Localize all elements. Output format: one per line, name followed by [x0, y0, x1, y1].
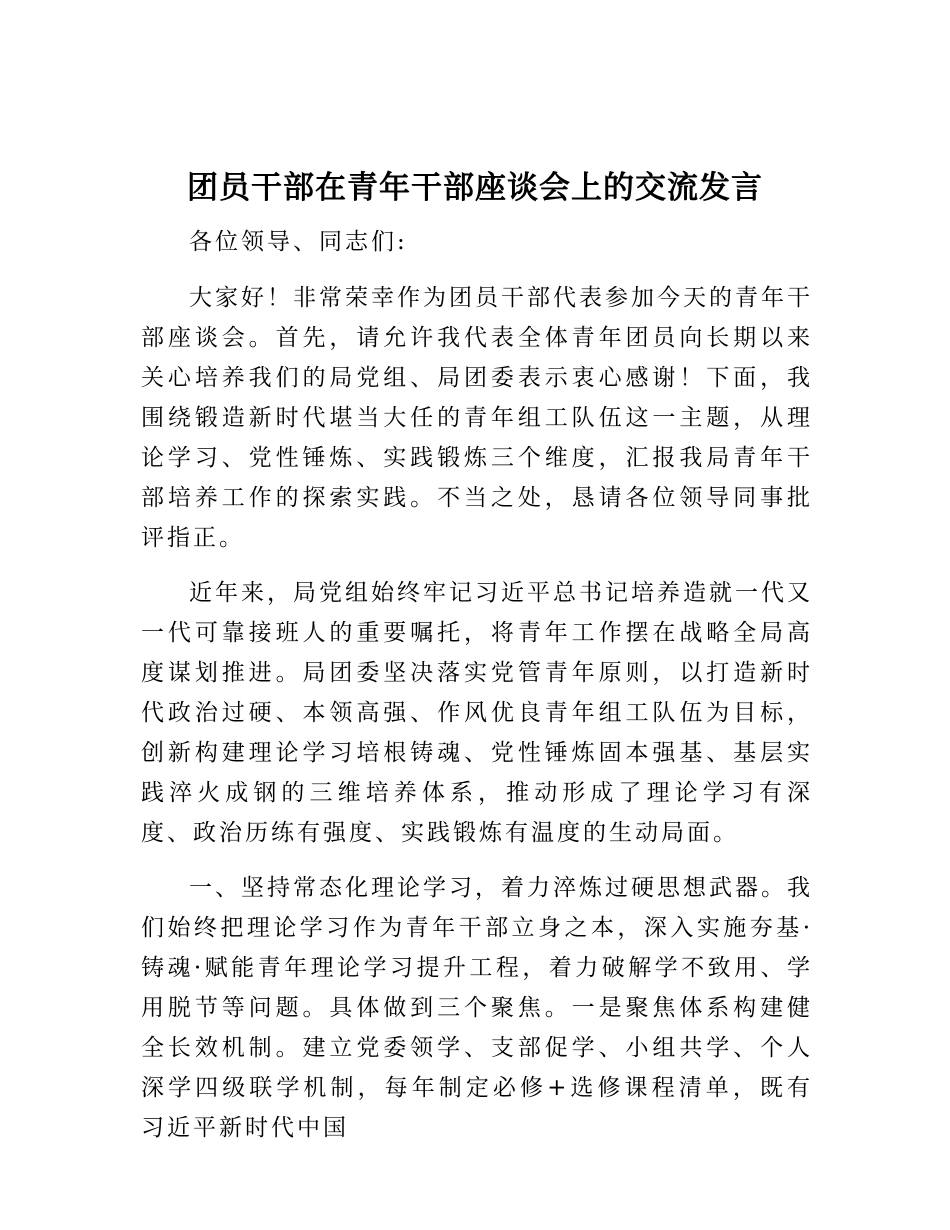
document-title: 团员干部在青年干部座谈会上的交流发言: [187, 170, 763, 206]
paragraph-background: 近年来，局党组始终牢记习近平总书记培养造就一代又一代可靠接班人的重要嘱托，将青年工作摆在战略全局高度谋划推进。局团委坚决落实党管青年原则，以打造新时代政治过硬、本领高强、作风优良青年组工队伍为目标，创新构建理论学习培根铸魂、党性锤炼固本强基、基层实践淬火成钢的三维培养体系，推动形成了理论学习有深度、政治历练有强度、实践锻炼有温度的生动局面。: [141, 580, 813, 846]
paragraph-section-one: 一、坚持常态化理论学习，着力淬炼过硬思想武器。我们始终把理论学习作为青年干部立身之本，深入实施夯基·铸魂·赋能青年理论学习提升工程，着力破解学不致用、学用脱节等问题。具体做到三个聚焦。一是聚焦体系构建健全长效机制。建立党委领学、支部促学、小组共学、个人深学四级联学机制，每年制定必修+选修课程清单，既有习近平新时代中国: [141, 875, 813, 1141]
document-body: [141, 222, 813, 1163]
paragraph-opening: 大家好！非常荣幸作为团员干部代表参加今天的青年干部座谈会。首先，请允许我代表全体青年团员向长期以来关心培养我们的局党组、局团委表示衷心感谢！下面，我围绕锻造新时代堪当大任的青年组工队伍这一主题，从理论学习、党性锤炼、实践锻炼三个维度，汇报我局青年干部培养工作的探索实践。不当之处，恳请各位领导同事批评指正。: [141, 285, 813, 551]
salutation: 各位领导、同志们:: [189, 229, 408, 255]
